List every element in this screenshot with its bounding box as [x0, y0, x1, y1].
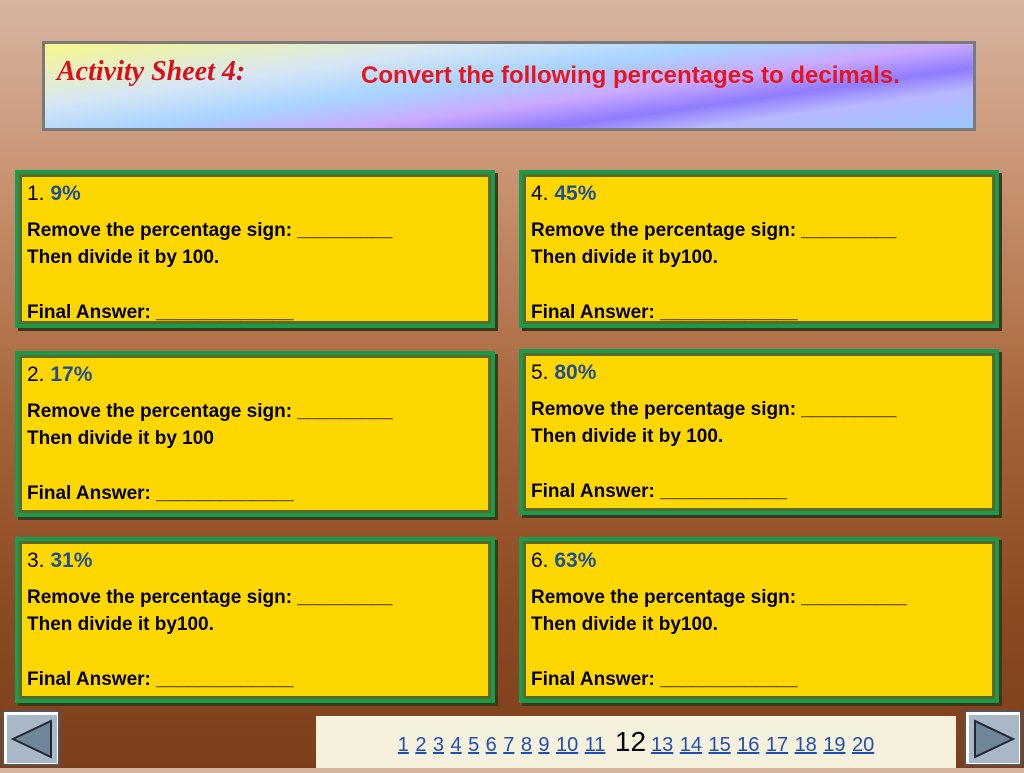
next-slide-button[interactable] [964, 710, 1022, 766]
problem-percentage: 31% [50, 549, 93, 572]
final-answer: Final Answer: _____________ [27, 483, 294, 504]
left-triangle-icon [7, 715, 57, 763]
page-link-1[interactable]: 1 [397, 734, 409, 756]
page-link-4[interactable]: 4 [450, 734, 462, 756]
step-divide: Then divide it by 100 [27, 428, 214, 449]
previous-slide-button[interactable] [2, 710, 60, 766]
problem-percentage: 17% [50, 363, 93, 386]
problem-card-5 [519, 349, 999, 515]
problem-percentage: 45% [554, 182, 597, 205]
page-link-10[interactable]: 10 [555, 734, 579, 756]
problem-card-3 [15, 537, 495, 703]
page-link-17[interactable]: 17 [765, 734, 789, 756]
slide-pager [316, 716, 956, 768]
page-link-20[interactable]: 20 [851, 734, 875, 756]
page-link-14[interactable]: 14 [679, 734, 702, 756]
problem-heading [27, 549, 92, 573]
problem-heading [531, 361, 596, 385]
problem-percentage: 63% [554, 549, 597, 572]
problem-number: 1. [27, 182, 45, 205]
final-answer: Final Answer: _____________ [27, 669, 294, 690]
page-link-11[interactable]: 11 [584, 734, 606, 756]
final-answer: Final Answer: _____________ [531, 669, 798, 690]
step-remove-sign: Remove the percentage sign: _________ [531, 399, 897, 420]
step-remove-sign: Remove the percentage sign: _________ [531, 220, 897, 241]
step-divide: Then divide it by100. [531, 614, 718, 635]
page-link-7[interactable]: 7 [503, 734, 515, 756]
page-link-15[interactable]: 15 [708, 734, 731, 756]
step-remove-sign: Remove the percentage sign: _________ [27, 587, 393, 608]
current-page-number: 12 [614, 726, 647, 757]
problem-heading [27, 182, 81, 206]
page-link-13[interactable]: 13 [651, 734, 674, 756]
step-divide: Then divide it by 100. [531, 426, 724, 447]
page-link-18[interactable]: 18 [794, 734, 817, 756]
instruction-text: Convert the following percentages to decimals. [361, 62, 900, 89]
problem-percentage: 9% [50, 182, 81, 205]
step-remove-sign: Remove the percentage sign: __________ [531, 587, 907, 608]
problem-number: 3. [27, 549, 45, 572]
problem-percentage: 80% [554, 361, 597, 384]
page-link-19[interactable]: 19 [823, 734, 846, 756]
right-triangle-icon [969, 715, 1019, 763]
step-remove-sign: Remove the percentage sign: _________ [27, 401, 393, 422]
page-link-6[interactable]: 6 [485, 734, 497, 756]
step-divide: Then divide it by100. [27, 614, 214, 635]
problem-number: 2. [27, 363, 45, 386]
final-answer: Final Answer: ____________ [531, 481, 787, 502]
activity-title: Activity Sheet 4: [57, 56, 246, 87]
final-answer: Final Answer: _____________ [531, 302, 798, 323]
page-link-8[interactable]: 8 [520, 734, 532, 756]
final-answer: Final Answer: _____________ [27, 302, 294, 323]
problem-card-2 [15, 351, 495, 517]
problem-card-1 [15, 170, 495, 328]
page-link-3[interactable]: 3 [432, 734, 445, 756]
problem-card-6 [519, 537, 999, 703]
page-link-2[interactable]: 2 [415, 734, 427, 756]
problem-number: 4. [531, 182, 549, 205]
page-link-5[interactable]: 5 [468, 734, 480, 756]
step-divide: Then divide it by100. [531, 247, 718, 268]
problem-heading [27, 363, 92, 387]
problem-heading [531, 549, 596, 573]
page-link-16[interactable]: 16 [737, 734, 760, 756]
page-link-9[interactable]: 9 [538, 734, 550, 756]
problem-heading [531, 182, 596, 206]
problem-number: 6. [531, 549, 549, 572]
title-banner [42, 41, 976, 131]
step-divide: Then divide it by 100. [27, 247, 220, 268]
problem-number: 5. [531, 361, 549, 384]
step-remove-sign: Remove the percentage sign: _________ [27, 220, 393, 241]
problem-card-4 [519, 170, 999, 328]
